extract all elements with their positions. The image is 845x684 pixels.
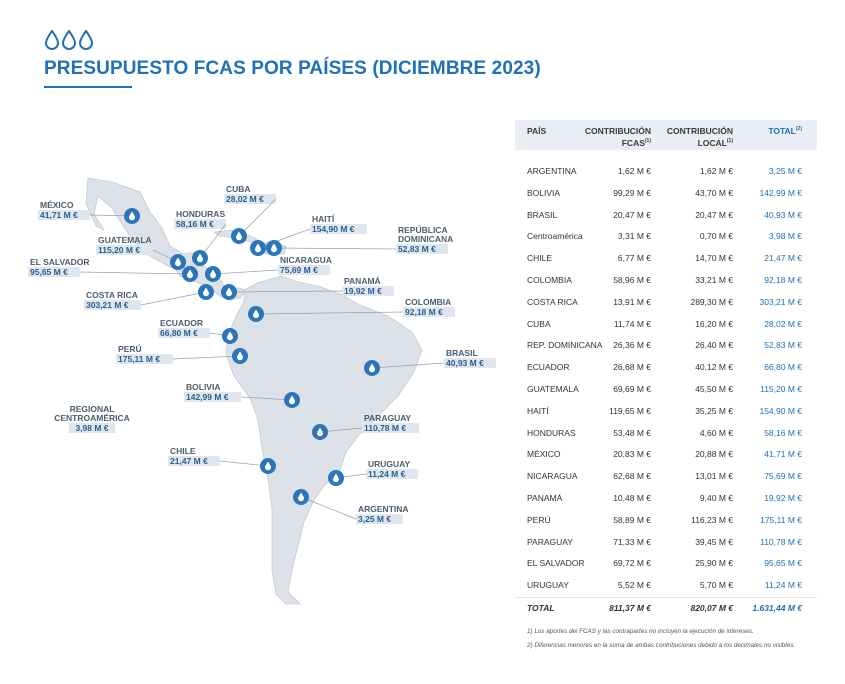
budget-table — [515, 120, 817, 656]
row-country: ARGENTINA — [527, 166, 577, 176]
row-local: 4,60 M € — [699, 427, 733, 438]
row-country: COLOMBIA — [527, 274, 572, 285]
water-drop-icon — [205, 266, 221, 282]
map-label-value: 75,69 M € — [280, 265, 318, 275]
map-label-name: COLOMBIA — [405, 297, 452, 307]
row-fcas: 20,47 M € — [613, 209, 651, 220]
water-drop-icon — [170, 254, 186, 270]
row-fcas: 13,91 M € — [613, 296, 651, 307]
map-label-group — [84, 284, 214, 310]
footnotes — [515, 628, 817, 649]
row-total: 52,83 M € — [764, 340, 802, 351]
map-label-name: REGIONAL CENTROAMÉRICA — [54, 404, 130, 423]
map-label-group — [205, 255, 332, 282]
row-total: 92,18 M € — [764, 274, 802, 285]
map-label-value: 3,25 M € — [358, 514, 392, 524]
row-country: PANAMÁ — [527, 492, 563, 503]
table-row — [515, 444, 817, 466]
row-country: COSTA RICA — [527, 296, 578, 307]
row-local: 9,40 M € — [699, 492, 733, 503]
row-total: 11,24 M € — [764, 580, 802, 591]
water-drop-icon — [231, 228, 247, 244]
row-fcas: 69,69 M € — [613, 383, 651, 394]
col-header-local: CONTRIBUCIÓN LOCAL$^{(1)}$ — [666, 126, 733, 148]
map-label-name: CUBA — [226, 184, 251, 194]
table-row — [515, 161, 817, 183]
row-country: PERÚ — [527, 514, 551, 525]
map-label-name: PANAMÁ — [344, 276, 381, 286]
row-total: 142,99 M € — [759, 187, 802, 198]
water-drop-icon — [198, 284, 214, 300]
map-label-name: REPÚBLICA DOMINICANA — [398, 225, 454, 244]
row-local: 0,70 M € — [699, 231, 733, 242]
row-local: 39,45 M € — [695, 536, 733, 547]
row-total: 175,11 M € — [760, 514, 802, 525]
map-label-value: 41,71 M € — [40, 210, 78, 220]
table-row — [515, 510, 817, 532]
row-country: HAITÍ — [527, 405, 549, 416]
map-label-value: 115,20 M € — [98, 245, 141, 255]
table-row — [515, 488, 817, 510]
map-label-value: 19,92 M € — [344, 286, 382, 296]
map-label-value: 28,02 M € — [226, 194, 264, 204]
total-sum: 1.631,44 M € — [752, 602, 802, 613]
water-drop-icon — [312, 424, 328, 440]
water-drop-icon — [182, 266, 198, 282]
row-total: 95,65 M € — [764, 558, 802, 569]
table-row — [515, 466, 817, 488]
row-country: Centroamérica — [527, 231, 583, 242]
map-label-name: COSTA RICA — [86, 290, 138, 300]
row-total: 58,16 M € — [764, 427, 802, 438]
table-row — [515, 226, 817, 248]
map-label-value: 3,98 M € — [75, 423, 109, 433]
row-fcas: 58,96 M € — [613, 274, 651, 285]
row-fcas: 26,68 M € — [613, 362, 651, 373]
col-header-country: PAÍS — [527, 126, 547, 136]
map-label-name: PERÚ — [118, 344, 142, 354]
row-fcas: 3,31 M € — [617, 231, 651, 242]
map-label-group — [168, 446, 276, 474]
row-total: 115,20 M € — [760, 383, 802, 394]
total-fcas: 811,37 M € — [609, 602, 651, 613]
map-label-group — [158, 318, 238, 344]
row-fcas: 69,72 M € — [613, 558, 651, 569]
table-row — [515, 335, 817, 357]
row-country: ECUADOR — [527, 362, 570, 373]
map-label-name: URUGUAY — [368, 459, 411, 469]
map-label-value: 11,24 M € — [368, 469, 406, 479]
page-title: PRESUPUESTO FCAS POR PAÍSES (DICIEMBRE 2023) — [44, 58, 541, 79]
table-row — [515, 270, 817, 292]
table-row — [515, 205, 817, 227]
table-row — [515, 553, 817, 575]
map-label-name: BRASIL — [446, 348, 478, 358]
row-country: BRASIL — [527, 209, 558, 220]
row-country: CHILE — [527, 253, 553, 264]
water-drop-icon — [250, 240, 266, 256]
table-row — [515, 532, 817, 554]
map-label-name: CHILE — [170, 446, 196, 456]
row-local: 1,62 M € — [699, 166, 733, 176]
water-drop-icon — [284, 392, 300, 408]
table-row — [515, 401, 817, 423]
map-label-name: MÉXICO — [40, 200, 74, 210]
row-total: 41,71 M € — [764, 449, 802, 460]
row-fcas: 53,48 M € — [613, 427, 651, 438]
row-country: PARAGUAY — [527, 536, 573, 547]
map-label-value: 175,11 M € — [118, 354, 161, 364]
map-label-value: 303,21 M € — [86, 300, 129, 310]
map-label-value: 66,80 M € — [160, 328, 198, 338]
row-local: 33,21 M € — [695, 274, 733, 285]
table-row — [515, 379, 817, 401]
row-country: EL SALVADOR — [527, 558, 585, 569]
row-total: 28,02 M € — [764, 318, 802, 329]
row-local: 13,01 M € — [695, 471, 733, 482]
row-country: BOLIVIA — [527, 187, 561, 198]
map-label-group — [224, 184, 276, 244]
row-fcas: 58,89 M € — [613, 514, 651, 525]
row-local: 26,40 M € — [695, 340, 733, 351]
row-country: MÉXICO — [527, 449, 561, 460]
table-row — [515, 292, 817, 314]
col-header-fcas: CONTRIBUCIÓN FCAS$^{(1)}$ — [584, 126, 651, 148]
leader-line — [213, 270, 278, 274]
leader-line — [274, 248, 396, 249]
map-label-name: NICARAGUA — [280, 255, 332, 265]
row-local: 20,47 M € — [695, 209, 733, 220]
row-fcas: 11,74 M € — [613, 318, 651, 329]
footnote-2: 2) Diferencias menores en la suma de ambas contribuciones debido a los decimales no visibles. — [527, 641, 796, 649]
map-label-group — [54, 404, 130, 433]
water-drop-icon — [222, 328, 238, 344]
row-local: 289,30 M € — [690, 296, 733, 307]
row-local: 116,23 M € — [691, 514, 733, 525]
leader-line — [141, 292, 206, 305]
water-drop-icon — [293, 489, 309, 505]
row-total: 3,98 M € — [768, 231, 802, 242]
total-label: TOTAL — [527, 602, 555, 613]
row-local: 25,90 M € — [695, 558, 733, 569]
row-fcas: 6,77 M € — [617, 253, 651, 264]
south-america-shape — [226, 276, 422, 604]
water-drop-icon — [124, 208, 140, 224]
row-total: 40,93 M € — [764, 209, 802, 220]
map-label-name: HONDURAS — [176, 209, 226, 219]
row-total: 110,78 M € — [760, 536, 802, 547]
row-local: 14,70 M € — [695, 253, 733, 264]
row-local: 35,25 M € — [695, 405, 733, 416]
row-total: 19,92 M € — [764, 492, 802, 503]
table-row — [515, 357, 817, 379]
row-total: 21,47 M € — [764, 253, 802, 264]
table-body — [515, 161, 817, 597]
row-total: 75,69 M € — [764, 471, 802, 482]
row-fcas: 1,62 M € — [617, 166, 651, 176]
map-label-value: 21,47 M € — [170, 456, 208, 466]
map-label-value: 92,18 M € — [405, 307, 443, 317]
map-label-value: 40,93 M € — [446, 358, 484, 368]
row-fcas: 71,33 M € — [613, 536, 651, 547]
map-label-value: 58,16 M € — [176, 219, 214, 229]
row-fcas: 119,65 M € — [609, 405, 651, 416]
row-fcas: 99,29 M € — [613, 187, 651, 198]
row-total: 66,80 M € — [764, 362, 802, 373]
map-label-value: 142,99 M € — [186, 392, 229, 402]
row-country: GUATEMALA — [527, 383, 579, 394]
table-row — [515, 575, 817, 597]
row-fcas: 5,52 M € — [617, 580, 651, 591]
map-label-value: 110,78 M € — [364, 423, 407, 433]
table-total-row — [515, 597, 817, 620]
row-total: 303,21 M € — [759, 296, 802, 307]
row-local: 5,70 M € — [699, 580, 733, 591]
row-country: CUBA — [527, 318, 551, 329]
row-country: URUGUAY — [527, 580, 569, 591]
map-label-name: PARAGUAY — [364, 413, 412, 423]
row-country: NICARAGUA — [527, 471, 578, 482]
col-header-total: TOTAL$^{(2)}$ — [768, 126, 802, 136]
water-drop-icon — [364, 360, 380, 376]
map-label-value: 52,83 M € — [398, 244, 436, 254]
row-total: 154,90 M € — [759, 405, 802, 416]
row-country: REP. DOMINICANA — [527, 340, 603, 351]
map-label-name: EL SALVADOR — [30, 257, 90, 267]
map-label-name: ARGENTINA — [358, 504, 409, 514]
row-fcas: 20,83 M € — [613, 449, 651, 460]
water-drop-icon — [221, 284, 237, 300]
water-drop-icon — [328, 470, 344, 486]
water-drop-icon — [260, 458, 276, 474]
water-drop-icon — [192, 250, 208, 266]
map-label-value: 95,65 M € — [30, 267, 68, 277]
row-local: 43,70 M € — [695, 187, 733, 198]
table-row — [515, 248, 817, 270]
row-local: 16,20 M € — [695, 318, 733, 329]
water-drop-icon — [232, 348, 248, 364]
map-label-name: GUATEMALA — [98, 235, 152, 245]
water-drop-icon — [248, 306, 264, 322]
footnote-1: 1) Los aportes del FCAS y las contrapartes no incluyen la ejecución de intereses. — [527, 627, 754, 635]
total-local: 820,07 M € — [690, 602, 733, 613]
map-label-name: BOLIVIA — [186, 382, 221, 392]
row-local: 45,50 M € — [695, 383, 733, 394]
row-fcas: 26,36 M € — [613, 340, 651, 351]
water-drop-icon — [266, 240, 282, 256]
row-local: 40,12 M € — [695, 362, 733, 373]
leader-line — [80, 272, 190, 274]
table-header — [515, 120, 817, 150]
table-row — [515, 183, 817, 205]
row-local: 20,88 M € — [695, 449, 733, 460]
map-label-name: HAITÍ — [312, 214, 335, 224]
row-total: 3,25 M € — [768, 166, 802, 176]
row-country: HONDURAS — [527, 427, 576, 438]
table-row — [515, 314, 817, 336]
row-fcas: 10,48 M € — [613, 492, 651, 503]
map-label-value: 154,90 M € — [312, 224, 355, 234]
row-fcas: 62,68 M € — [613, 471, 651, 482]
map-label-name: ECUADOR — [160, 318, 203, 328]
table-row — [515, 423, 817, 445]
